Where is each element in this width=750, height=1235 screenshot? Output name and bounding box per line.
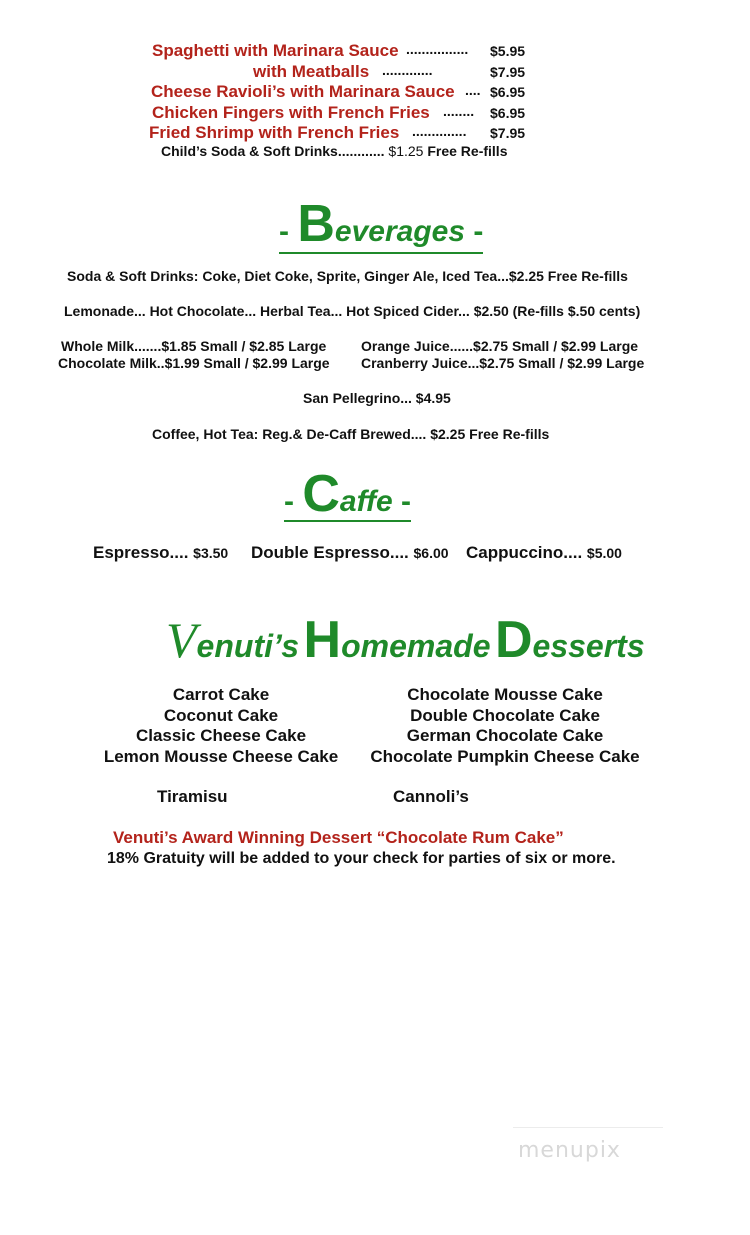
beverage-milk-row2-left: Chocolate Milk..$1.99 Small / $2.99 Large — [58, 355, 330, 371]
kids-item-name: Fried Shrimp with French Fries — [149, 123, 400, 142]
caffe-item-price: $5.00 — [586, 545, 622, 561]
dessert-item: Double Chocolate Cake — [410, 705, 600, 725]
title-rest: omemade — [341, 628, 491, 664]
kids-item-name: Cheese Ravioli’s with Marinara Sauce — [151, 82, 455, 101]
dessert-item-tiramisu: Tiramisu — [157, 787, 228, 806]
title-cap: B — [297, 195, 335, 253]
gratuity-note: 18% Gratuity will be added to your check for parties of six or more. — [107, 850, 616, 867]
kids-item-price: $6.95 — [490, 84, 526, 100]
kids-drinks-note: Free Re-fills — [427, 143, 508, 159]
kids-item-name: Chicken Fingers with French Fries — [152, 103, 430, 122]
title-cap: D — [494, 611, 533, 669]
title-rest: enuti’s — [196, 628, 300, 664]
caffe-item-name: Espresso.... — [93, 543, 189, 562]
kids-item-price: $5.95 — [490, 43, 526, 59]
caffe-title — [284, 465, 412, 523]
title-rest: affe — [339, 485, 393, 518]
beverage-pellegrino: San Pellegrino... $4.95 — [303, 390, 451, 406]
desserts-left-column — [101, 685, 341, 767]
watermark-rule — [513, 1127, 663, 1128]
beverage-lemonade: Lemonade... Hot Chocolate... Herbal Tea... Hot Spiced Cider... $2.50 (Re-fills $.50 cents) — [64, 303, 641, 319]
kids-item-name: Spaghetti with Marinara Sauce — [152, 41, 399, 60]
kids-item-dots: .... — [465, 82, 481, 98]
beverage-soda: Soda & Soft Drinks: Coke, Diet Coke, Sprite, Ginger Ale, Iced Tea...$2.25 Free Re-fills — [67, 268, 628, 284]
beverage-milk-row1-left: Whole Milk.......$1.85 Small / $2.85 Large — [61, 338, 327, 354]
caffe-item-price: $6.00 — [413, 545, 449, 561]
dessert-item: Carrot Cake — [172, 685, 270, 704]
caffe-item-name: Cappuccino.... — [466, 543, 583, 562]
kids-item-price: $7.95 — [490, 125, 526, 141]
title-rest: everages — [334, 215, 465, 248]
kids-item-price: $7.95 — [490, 64, 526, 80]
dessert-item: Classic Cheese Cake — [135, 726, 307, 745]
title-dash: - — [279, 215, 298, 248]
dessert-item: Coconut Cake — [163, 705, 279, 725]
caffe-item — [466, 543, 622, 563]
kids-item-dots: ............. — [382, 62, 433, 78]
dessert-item-cannoli: Cannoli’s — [393, 787, 469, 806]
beverage-coffee: Coffee, Hot Tea: Reg.& De-Caff Brewed.... $2.25 Free Re-fills — [152, 426, 550, 442]
beverage-milk-row1-right: Orange Juice......$2.75 Small / $2.99 Large — [361, 338, 639, 354]
title-dash: - — [465, 215, 484, 248]
caffe-item-price: $3.50 — [193, 545, 229, 561]
desserts-title — [166, 610, 645, 670]
kids-item-name: with Meatballs — [253, 62, 370, 81]
dessert-item: German Chocolate Cake — [406, 726, 604, 745]
kids-item-price: $6.95 — [490, 105, 526, 121]
title-cap: C — [302, 465, 340, 523]
kids-drinks-price: $1.25 — [388, 143, 424, 159]
watermark-logo: menupix — [518, 1138, 621, 1163]
desserts-right-column — [365, 685, 645, 767]
kids-item-dots: ................ — [406, 41, 469, 57]
dessert-item: Chocolate Pumpkin Cheese Cake — [370, 746, 640, 766]
dessert-item: Lemon Mousse Cheese Cake — [103, 746, 339, 766]
caffe-item — [93, 543, 228, 563]
title-cap: H — [303, 611, 342, 669]
award-dessert: Venuti’s Award Winning Dessert “Chocolate Rum Cake” — [113, 828, 564, 847]
title-rest: esserts — [532, 628, 645, 664]
kids-item-dots: ........ — [443, 103, 475, 119]
kids-drinks — [161, 143, 507, 159]
title-dash: - — [284, 485, 303, 518]
beverages-title — [279, 195, 484, 254]
caffe-item — [251, 543, 449, 563]
caffe-item-name: Double Espresso.... — [251, 543, 409, 562]
title-dash: - — [392, 485, 412, 518]
title-cap: V — [166, 612, 197, 668]
beverage-milk-row2-right: Cranberry Juice...$2.75 Small / $2.99 Large — [361, 355, 645, 371]
dessert-item: Chocolate Mousse Cake — [407, 685, 603, 704]
kids-item-dots: .............. — [412, 123, 467, 139]
kids-drinks-label: Child’s Soda & Soft Drinks............ — [161, 143, 385, 159]
